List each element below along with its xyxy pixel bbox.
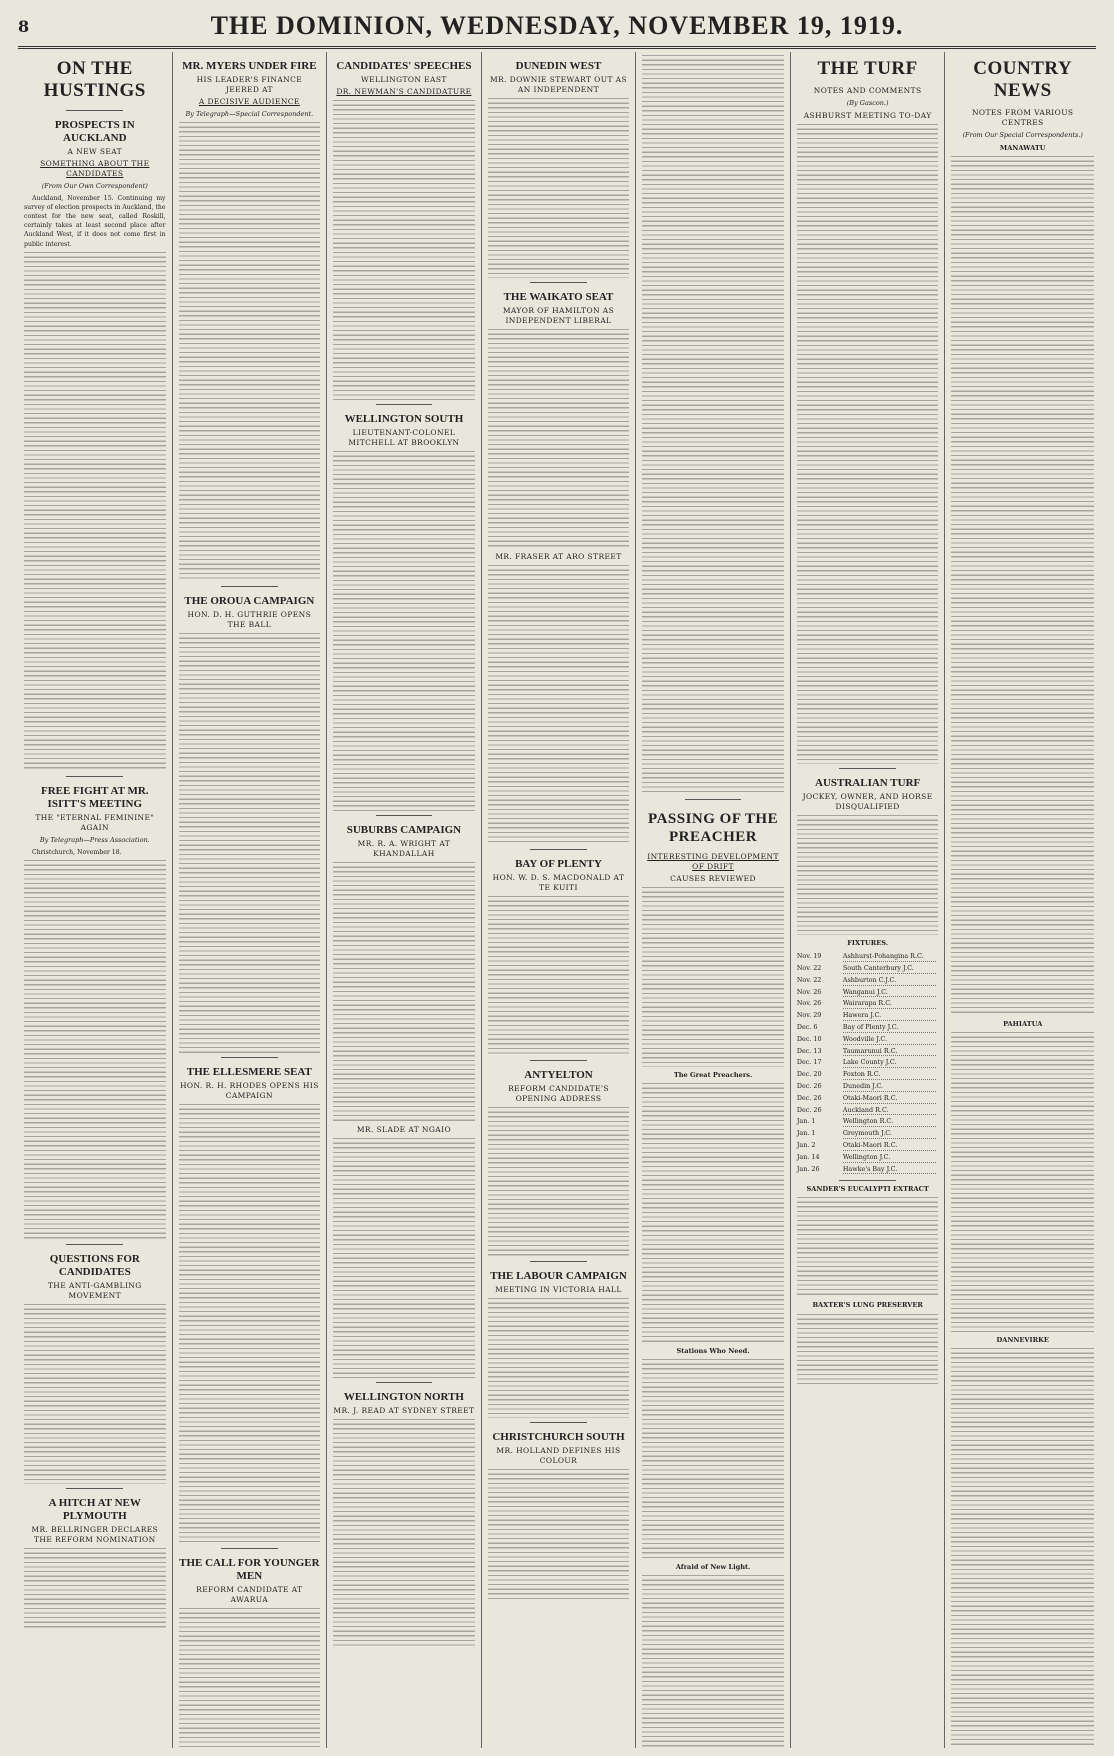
byline: (From Our Special Correspondents.) — [962, 131, 1083, 139]
column-1 — [18, 52, 173, 1748]
fixture-date: Dec. 26 — [796, 1093, 822, 1102]
fixture-name: Lake County J.C. — [843, 1058, 937, 1068]
fixtures-title: FIXTURES. — [847, 939, 889, 948]
article-body — [333, 1419, 475, 1649]
subhead-victoria-hall: MEETING IN VICTORIA HALL — [495, 1285, 622, 1294]
subhead-decisive: A DECISIVE AUDIENCE — [198, 97, 300, 106]
fixture-name: Wairarapa R.C. — [843, 999, 937, 1009]
subhead-awarua: REFORM CANDIDATE AT AWARUA — [196, 1585, 303, 1605]
fixture-date: Nov. 26 — [796, 987, 822, 996]
fixture-date: Dec. 20 — [796, 1070, 822, 1079]
headline-passing-preacher: PASSING OF THE PREACHER — [648, 811, 779, 845]
fixture-date: Dec. 26 — [796, 1081, 822, 1090]
section-pahiatua: PAHIATUA — [1003, 1020, 1043, 1029]
section-dannevirke: DANNEVIRKE — [996, 1336, 1049, 1345]
column-4 — [482, 52, 637, 1748]
subhead-fraser: MR. FRASER AT ARO STREET — [495, 552, 622, 561]
fixture-date: Jan. 1 — [796, 1129, 816, 1138]
article-body — [488, 565, 630, 845]
banner-country-news: COUNTRY NEWS — [973, 58, 1073, 101]
subhead-reform-candidate: REFORM CANDIDATE'S OPENING ADDRESS — [508, 1084, 609, 1103]
article-body — [951, 1348, 1094, 1748]
byline: By Telegraph—Special Correspondent. — [185, 110, 314, 118]
fixture-date: Jan. 2 — [796, 1140, 816, 1149]
fixture-date: Dec. 10 — [796, 1034, 822, 1043]
section-new-light: Afraid of New Light. — [675, 1563, 751, 1572]
banner-the-turf: THE TURF — [817, 58, 918, 79]
article-body — [333, 451, 475, 811]
headline-wellington-south: WELLINGTON SOUTH — [344, 413, 464, 425]
fixture-row — [797, 1141, 939, 1153]
subhead-notes-comments: NOTES AND COMMENTS — [813, 86, 922, 95]
article-body — [488, 1469, 630, 1599]
subhead-causes: CAUSES REVIEWED — [670, 874, 756, 883]
fixture-row — [797, 1070, 939, 1082]
newspaper-title: THE DOMINION, WEDNESDAY, NOVEMBER 19, 1919. — [210, 11, 904, 40]
subhead-various-centres: NOTES FROM VARIOUS CENTRES — [971, 108, 1074, 127]
byline: By Telegraph—Press Association. — [39, 835, 150, 844]
headline-ellesmere: THE ELLESMERE SEAT — [186, 1066, 312, 1079]
subhead-slade: MR. SLADE AT NGAIO — [356, 1125, 452, 1134]
fixture-name: Wanganui J.C. — [843, 988, 937, 998]
article-body — [488, 1298, 630, 1418]
fixture-name: Dunedin J.C. — [843, 1082, 937, 1092]
fixture-name: Otaki-Maori R.C. — [843, 1094, 937, 1104]
column-5 — [636, 52, 791, 1748]
section-great-preachers: The Great Preachers. — [673, 1071, 753, 1079]
column-6 — [791, 52, 946, 1748]
fixture-row — [797, 1165, 939, 1177]
headline-labour-campaign: THE LABOUR CAMPAIGN — [490, 1270, 627, 1282]
fixtures-list — [797, 952, 939, 1176]
headline-questions: QUESTIONS FOR CANDIDATES — [49, 1252, 140, 1278]
subhead-ashhurst: ASHBURST MEETING TO-DAY — [803, 111, 932, 121]
fixture-row — [797, 1035, 939, 1047]
fixture-name: Hawke's Bay J.C. — [843, 1165, 937, 1175]
fixture-date: Nov. 19 — [796, 952, 822, 961]
article-body — [642, 887, 784, 1067]
subhead-disqualified: JOCKEY, OWNER, AND HORSE DISQUALIFIED — [802, 792, 933, 812]
fixture-name: Foxton R.C. — [843, 1070, 937, 1080]
fixture-row — [797, 964, 939, 976]
article-body — [179, 633, 321, 1053]
subhead-anti-gambling: THE ANTI-GAMBLING MOVEMENT — [47, 1280, 142, 1300]
article-body — [24, 252, 166, 772]
byline: (By Gascon.) — [846, 99, 889, 107]
headline-waikato: THE WAIKATO SEAT — [503, 291, 614, 303]
headline-bay-of-plenty: BAY OF PLENTY — [515, 858, 602, 870]
fixture-name: Auckland R.C. — [843, 1106, 937, 1116]
fixture-row — [797, 1129, 939, 1141]
fixture-row — [797, 1117, 939, 1129]
article-body — [797, 815, 939, 935]
article-body — [642, 1359, 784, 1559]
subhead-read: MR. J. READ AT SYDNEY STREET — [333, 1406, 475, 1415]
headline-oroua: THE OROUA CAMPAIGN — [184, 595, 315, 608]
advert-lung-preserver: BAXTER'S LUNG PRESERVER — [812, 1301, 923, 1310]
fixture-row — [797, 1153, 939, 1165]
column-2 — [173, 52, 328, 1748]
headline-speeches: CANDIDATES' SPEECHES — [336, 60, 472, 72]
fixture-name: Bay of Plenty J.C. — [843, 1023, 937, 1033]
fixture-row — [797, 999, 939, 1011]
headline-wellington-north: WELLINGTON NORTH — [343, 1391, 464, 1403]
fixture-date: Dec. 13 — [796, 1046, 822, 1055]
fixture-name: Wellington R.C. — [843, 1117, 937, 1127]
section-manawatu: MANAWATU — [999, 144, 1046, 153]
fixture-name: Hawera J.C. — [843, 1011, 937, 1021]
fixture-row — [797, 1011, 939, 1023]
fixture-name: South Canterbury J.C. — [843, 964, 937, 974]
article-body — [333, 100, 475, 400]
fixture-date: Nov. 26 — [796, 999, 822, 1008]
column-7 — [945, 52, 1100, 1748]
fixture-date: Jan. 26 — [796, 1164, 820, 1173]
byline: (From Our Own Correspondent) — [41, 182, 148, 190]
fixture-date: Nov. 22 — [796, 975, 822, 984]
subhead-finance: HIS LEADER'S FINANCE JEERED AT — [196, 75, 303, 94]
article-body — [488, 329, 630, 549]
fixture-name: Ashburton C.J.C. — [843, 976, 937, 986]
article-body — [642, 1083, 784, 1343]
article-body — [179, 1608, 321, 1748]
columns — [18, 52, 1100, 1748]
fixture-row — [797, 976, 939, 988]
fixture-row — [797, 1023, 939, 1035]
article-body — [24, 1304, 166, 1484]
subhead-hamilton: MAYOR OF HAMILTON AS INDEPENDENT LIBERAL — [502, 306, 615, 325]
subhead-bellringer: MR. BELLRINGER DECLARES THE REFORM NOMINATION — [31, 1524, 159, 1544]
article-body — [488, 98, 630, 278]
article-body — [488, 1107, 630, 1257]
fixture-name: Taumarunui R.C. — [843, 1047, 937, 1057]
headline-antyelton: ANTYELTON — [524, 1069, 593, 1081]
headline-dunedin-west: DUNEDIN WEST — [515, 60, 602, 72]
headline-australian-turf: AUSTRALIAN TURF — [815, 777, 921, 790]
article-body — [951, 156, 1094, 1016]
fixture-name: Greymouth J.C. — [843, 1129, 937, 1139]
article-body — [333, 862, 475, 1122]
article-body — [488, 896, 630, 1056]
subhead-macdonald: HON. W. D. S. MACDONALD AT TE KUITI — [492, 873, 625, 892]
article-lead: Auckland, November 15. Continuing my survey of election prospects in Auckland, the contest for the new seat, called Roskill, certainly takes at least second place after Auckland West, if it does not come first in public interest. — [24, 195, 166, 248]
subhead-downie-stewart: MR. DOWNIE STEWART OUT AS AN INDEPENDENT — [489, 75, 627, 94]
fixture-row — [797, 1058, 939, 1070]
fixture-date: Dec. 6 — [796, 1022, 818, 1031]
subhead-newman: DR. NEWMAN'S CANDIDATURE — [336, 87, 472, 96]
fixture-name: Otaki-Maori R.C. — [843, 1141, 937, 1151]
subhead-drift: INTERESTING DEVELOPMENT OF DRIFT — [647, 852, 779, 871]
fixture-row — [797, 1047, 939, 1059]
fixture-row — [797, 952, 939, 964]
advert-eucalypti: SANDER'S EUCALYPTI EXTRACT — [806, 1185, 929, 1194]
fixture-date: Nov. 22 — [796, 963, 822, 972]
fixture-date: Jan. 14 — [796, 1152, 820, 1161]
fixture-row — [797, 988, 939, 1000]
fixture-date: Dec. 26 — [796, 1105, 822, 1114]
subhead-wellington-east: WELLINGTON EAST — [361, 75, 447, 84]
subhead-eternal-feminine: THE "ETERNAL FEMININE" AGAIN — [35, 812, 155, 832]
subhead-rhodes: HON. R. H. RHODES OPENS HIS CAMPAIGN — [179, 1081, 319, 1101]
subhead-mitchell: LIEUTENANT-COLONEL MITCHELL AT BROOKLYN — [348, 428, 460, 447]
fixture-name: Woodville J.C. — [843, 1035, 937, 1045]
headline-suburbs: SUBURBS CAMPAIGN — [346, 824, 462, 836]
headline-younger-men: THE CALL FOR YOUNGER MEN — [179, 1557, 320, 1583]
fixture-row — [797, 1094, 939, 1106]
article-body — [24, 1548, 166, 1628]
advert-body — [797, 1314, 939, 1384]
fixture-date: Jan. 1 — [796, 1117, 816, 1126]
article-lead: Christchurch, November 18. — [32, 848, 122, 856]
subhead-holland: MR. HOLLAND DEFINES HIS COLOUR — [496, 1446, 621, 1465]
article-body — [797, 124, 939, 764]
fixture-date: Nov. 29 — [796, 1011, 822, 1020]
column-3 — [327, 52, 482, 1748]
headline-christchurch-south: CHRISTCHURCH SOUTH — [492, 1431, 625, 1443]
masthead — [18, 6, 1096, 49]
headline-hitch: A HITCH AT NEW PLYMOUTH — [48, 1496, 141, 1522]
fixture-name: Wellington J.C. — [843, 1153, 937, 1163]
article-body — [951, 1032, 1094, 1332]
headline-myers: MR. MYERS UNDER FIRE — [182, 60, 317, 72]
fixture-row — [797, 1082, 939, 1094]
fixture-date: Dec. 17 — [796, 1058, 822, 1067]
article-body — [24, 860, 166, 1240]
article-body — [642, 1575, 784, 1748]
fixture-row — [797, 1106, 939, 1118]
subhead-candidates: SOMETHING ABOUT THE CANDIDATES — [40, 159, 150, 178]
headline-prospects: PROSPECTS IN AUCKLAND — [54, 119, 135, 144]
subhead-new-seat: A NEW SEAT — [67, 147, 123, 156]
advert-body — [797, 1197, 939, 1297]
article-body — [179, 1104, 321, 1544]
article-body — [333, 1138, 475, 1378]
subhead-wright: MR. R. A. WRIGHT AT KHANDALLAH — [357, 839, 451, 858]
article-body — [642, 55, 784, 795]
page-number: 8 — [18, 16, 30, 36]
banner-on-the-hustings: ON THE HUSTINGS — [43, 58, 146, 101]
subhead-guthrie: HON. D. H. GUTHRIE OPENS THE BALL — [187, 610, 312, 630]
headline-free-fight: FREE FIGHT AT MR. ISITT'S MEETING — [40, 784, 149, 810]
article-body — [179, 122, 321, 582]
section-stations: Stations Who Need. — [676, 1347, 750, 1356]
fixture-name: Ashhurst-Pohangina R.C. — [843, 952, 937, 962]
